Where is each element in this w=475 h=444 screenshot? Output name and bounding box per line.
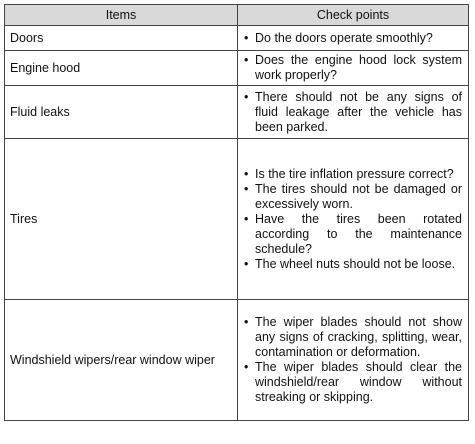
check-points-cell [238, 139, 469, 300]
header-items: Items [5, 5, 238, 26]
table-row [5, 300, 469, 421]
check-points-table [4, 4, 469, 421]
check-points-list [244, 90, 462, 135]
item-cell [5, 26, 238, 51]
check-points-cell [238, 86, 469, 139]
table-row [5, 139, 469, 300]
check-points-cell [238, 26, 469, 51]
check-points-cell [238, 300, 469, 421]
check-point: • The wiper blades should not show any signs of cracking, splitting, wear, contamination or deformation. [244, 315, 462, 360]
check-point: • Have the tires been rotated according to the maintenance schedule? [244, 212, 462, 257]
table-row [5, 51, 469, 86]
item-label: Engine hood [10, 60, 81, 75]
check-points-list [244, 31, 462, 46]
check-point: • There should not be any signs of fluid leakage after the vehicle has been parked. [244, 90, 462, 135]
check-point: • The wiper blades should clear the windshield/rear window without streaking or skipping. [244, 360, 462, 405]
item-label: Fluid leaks [10, 104, 70, 119]
check-points-list [244, 315, 462, 405]
check-point: • The wheel nuts should not be loose. [244, 257, 462, 272]
table-row [5, 86, 469, 139]
header-check-points: Check points [238, 5, 469, 26]
table-header-row [5, 5, 469, 26]
check-points-list [244, 53, 462, 83]
item-cell [5, 51, 238, 86]
check-points-list [244, 167, 462, 272]
check-point: • Is the tire inflation pressure correct? [244, 167, 462, 182]
check-point: • The tires should not be damaged or excessively worn. [244, 182, 462, 212]
check-point: • Does the engine hood lock system work properly? [244, 53, 462, 83]
item-label: Doors [10, 30, 44, 45]
check-point: • Do the doors operate smoothly? [244, 31, 462, 46]
item-label: Tires [10, 211, 38, 226]
table-row [5, 26, 469, 51]
check-points-cell [238, 51, 469, 86]
item-label: Windshield wipers/rear window wiper [10, 352, 215, 367]
item-cell [5, 86, 238, 139]
item-cell [5, 300, 238, 421]
item-cell [5, 139, 238, 300]
